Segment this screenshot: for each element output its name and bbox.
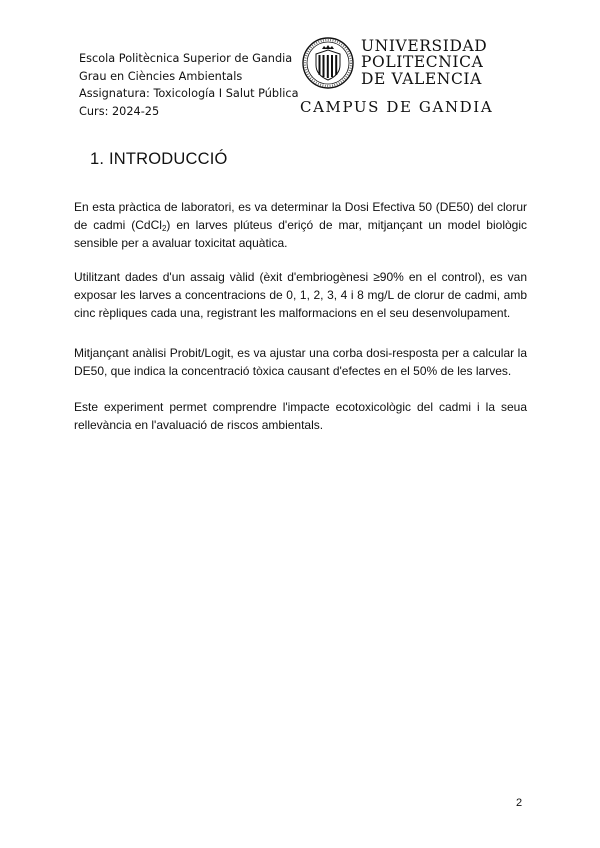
analysis-paragraph: Mitjançant anàlisi Probit/Logit, es va ajustar una corba dosi-resposta per a calcular la DE50, que indica la concentració tòxica causant d'efectes en el 50% de les larves. (74, 346, 527, 378)
campus-name: CAMPUS DE GANDIA (300, 98, 494, 116)
paragraph-text: En esta pràctica de laboratori, es va determinar la Dosi Efectiva 50 (DE50) del clorur de cadmi (CdCl (74, 200, 527, 232)
degree-name: Grau en Ciències Ambientals (79, 69, 243, 83)
formula-subscript: 2 (161, 224, 167, 233)
university-name-line: DE VALENCIA (361, 69, 482, 88)
conclusion-paragraph: Este experiment permet comprendre l'impacte ecotoxicològic del cadmi i la seua rellevància en l'avaluació de riscos ambientals. (74, 400, 527, 432)
school-info (79, 50, 299, 117)
university-name-line: POLITECNICA (361, 53, 484, 72)
methods-paragraph: Utilitzant dades d'un assaig vàlid (èxit d'embriogènesi ≥90% en el control), es van exposar les larves a concentracions de 0, 1, 2, 3, 4 i 8 mg/L de clorur de cadmi, amb cinc rèpliques cada una, registrant les malformacions en el seu desenvolupament. (74, 270, 527, 320)
intro-paragraph (74, 198, 527, 252)
subject-name: Assignatura: Toxicología I Salut Pública (79, 87, 299, 100)
university-name (361, 38, 487, 87)
course-year: Curs: 2024-25 (79, 104, 160, 117)
university-name-line: UNIVERSIDAD (361, 37, 488, 55)
section-title: 1. INTRODUCCIÓ (90, 150, 228, 168)
document-body (74, 198, 527, 454)
paragraph-text: ) en larves plúteus d'eriçó de mar, mitjançant un model biològic sensible per a avaluar toxicitat aquàtica. (74, 218, 528, 250)
university-seal-icon (302, 37, 354, 89)
school-name: Escola Politècnica Superior de Gandia (79, 52, 293, 65)
page-number: 2 (516, 797, 523, 809)
